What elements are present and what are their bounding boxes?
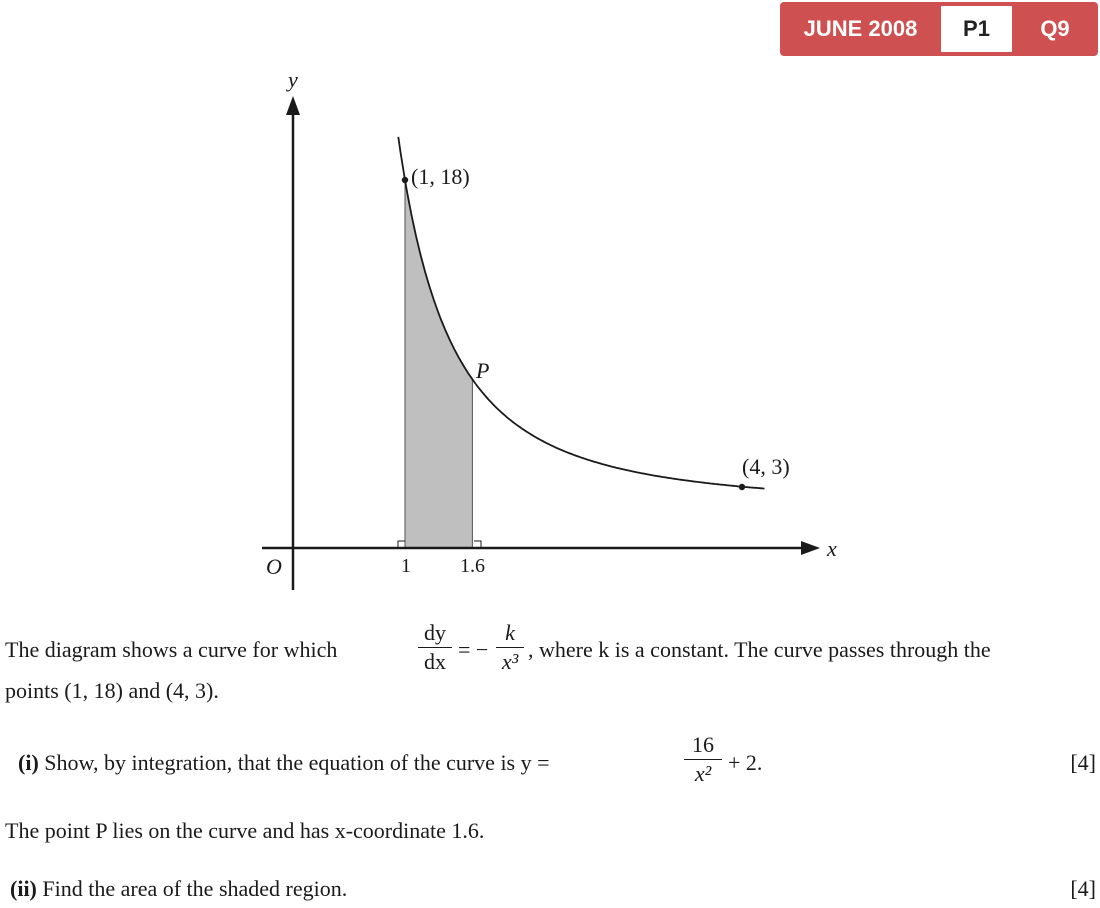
- k-numerator: k: [505, 620, 515, 645]
- curve-fraction: [684, 734, 722, 785]
- derivative-denominator: dx: [424, 649, 446, 674]
- intro-text-after: , where k is a constant. The curve passes through the: [528, 637, 991, 662]
- y-axis-arrow-icon: [286, 96, 300, 115]
- y-axis-label: y: [288, 67, 298, 92]
- origin-label: O: [266, 554, 282, 579]
- tick-label-1-6: 1.6: [460, 555, 485, 577]
- derivative-numerator: dy: [424, 620, 446, 645]
- derivative-fraction: [418, 622, 452, 673]
- point-a-label: (1, 18): [411, 164, 470, 189]
- point-b: [739, 484, 745, 490]
- tick-label-1: 1: [401, 555, 411, 577]
- point-p-label: P: [476, 358, 490, 383]
- point-a: [402, 177, 408, 183]
- equals-minus: = −: [458, 637, 489, 662]
- intro-line-1: [5, 637, 337, 663]
- part-ii-text: Find the area of the shaded region.: [42, 876, 348, 901]
- part-i-label: (i): [18, 750, 39, 775]
- x-axis-arrow-icon: [801, 541, 820, 555]
- exam-date: JUNE 2008: [803, 16, 918, 41]
- paper-number: P1: [941, 6, 1012, 52]
- part-ii-marks: [4]: [1070, 876, 1096, 901]
- intro-text-before: The diagram shows a curve for which: [5, 637, 338, 662]
- part-i-tail: + 2.: [728, 750, 763, 775]
- part-i-marks: [4]: [1070, 750, 1096, 775]
- part-ii: [10, 876, 347, 902]
- x-axis-label: x: [827, 536, 837, 561]
- curve-fraction-numerator: 16: [692, 732, 714, 757]
- point-p-statement: The point P lies on the curve and has x-coordinate 1.6.: [5, 818, 485, 843]
- curve-fraction-denominator: x²: [694, 761, 712, 786]
- k-denominator: x³: [501, 649, 519, 674]
- intro-line-2: points (1, 18) and (4, 3).: [5, 678, 219, 703]
- question-number: Q9: [1040, 16, 1070, 41]
- part-i: [18, 750, 550, 776]
- part-i-text: Show, by integration, that the equation of the curve is y =: [44, 750, 550, 775]
- part-ii-label: (ii): [10, 876, 37, 901]
- k-fraction: [496, 622, 524, 673]
- point-b-label: (4, 3): [742, 454, 790, 479]
